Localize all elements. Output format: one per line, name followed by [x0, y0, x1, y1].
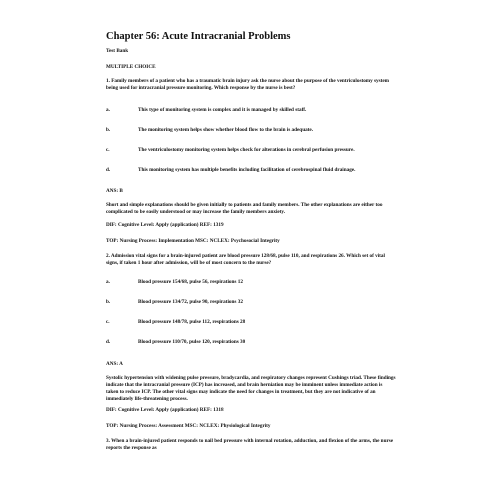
- q2-option-c-letter: c.: [106, 319, 110, 325]
- question-2-stem: 2. Admission vital signs for a brain-injured patient are blood pressure 128/68, pulse 110, and respirations 26. Which set of vital signs, if taken 1 hour after admission, will be of most concern to the nurse?: [106, 253, 385, 266]
- q2-option-a-letter: a.: [106, 279, 110, 285]
- q2-option-a-text: Blood pressure 154/68, pulse 56, respirations 12: [138, 279, 243, 285]
- q2-answer: ANS: A: [106, 361, 123, 367]
- subtitle: Test Bank: [106, 48, 129, 54]
- q2-rationale: Systolic hypertension with widening pulse pressure, bradycardia, and respiratory changes represent Cushings triad. These findings indicate that the intracranial pressure (ICP) has increased, and brain herniation may be imminent unless immediate action is taken to reduce ICP. The other vital signs may indicate the need for changes in treatment, but they are not indicative of an immediately life-threatening process.: [106, 375, 396, 402]
- q1-difficulty: DIF: Cognitive Level: Apply (application) REF: 1319: [106, 222, 224, 228]
- q1-option-d-letter: d.: [106, 167, 111, 173]
- q1-rationale: Short and simple explanations should be given initially to patients and family members. The other explanations are either too complicated to be easily understood or may increase the family members anxiety.: [106, 202, 383, 215]
- q1-option-b-text: The monitoring system helps show whether blood flow to the brain is adequate.: [138, 127, 313, 133]
- q1-option-b-letter: b.: [106, 127, 111, 133]
- q1-option-d-text: This monitoring system has multiple benefits including facilitation of cerebrospinal fluid drainage.: [138, 167, 356, 173]
- q2-topic: TOP: Nursing Process: Assessment MSC: NCLEX: Physiological Integrity: [106, 423, 271, 429]
- q2-option-b-letter: b.: [106, 299, 111, 305]
- q1-option-a-letter: a.: [106, 107, 110, 113]
- q2-option-b-text: Blood pressure 134/72, pulse 90, respirations 32: [138, 299, 243, 305]
- q2-option-c-text: Blood pressure 148/78, pulse 112, respirations 28: [138, 319, 246, 325]
- q1-answer: ANS: B: [106, 188, 123, 194]
- q1-option-c-text: The ventriculostomy monitoring system helps check for alterations in cerebral perfusion pressure.: [138, 147, 355, 153]
- q2-difficulty: DIF: Cognitive Level: Apply (application) REF: 1318: [106, 407, 224, 413]
- section-heading: MULTIPLE CHOICE: [106, 64, 156, 70]
- question-1-stem: 1. Family members of a patient who has a traumatic brain injury ask the nurse about the purpose of the ventriculostomy system being used for intracranial pressure monitoring. Which response by the nurse is best?: [106, 78, 389, 91]
- q1-option-c-letter: c.: [106, 147, 110, 153]
- chapter-title: Chapter 56: Acute Intracranial Problems: [106, 31, 291, 42]
- q2-option-d-letter: d.: [106, 339, 111, 345]
- question-3-stem: 3. When a brain-injured patient responds to nail bed pressure with internal rotation, adduction, and flexion of the arms, the nurse reports the response as: [106, 438, 394, 451]
- q1-topic: TOP: Nursing Process: Implementation MSC: NCLEX: Psychosocial Integrity: [106, 238, 280, 244]
- q2-option-d-text: Blood pressure 110/70, pulse 120, respirations 30: [138, 339, 246, 345]
- q1-option-a-text: This type of monitoring system is complex and it is managed by skilled staff.: [138, 107, 307, 113]
